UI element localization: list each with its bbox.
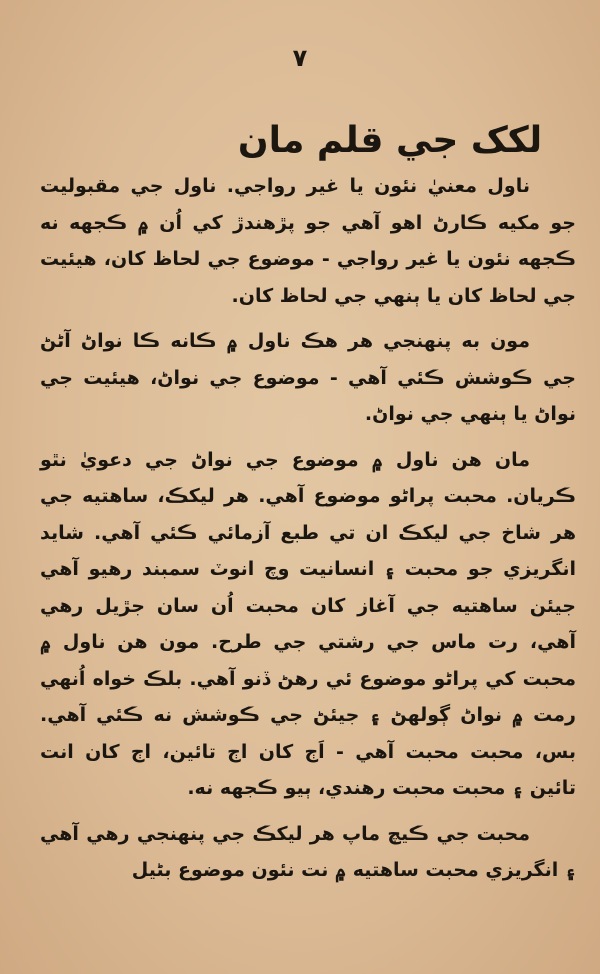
- paragraph: محبت جي ڪيچ ماپ هر ليکڪ جي پنهنجي رهي آهي ۽ انگريزي محبت ساهتيه ۾ نت نئون موضوع بڻيل: [40, 822, 576, 881]
- paragraph: ناول معنيٰ نئون يا غير رواجي. ناول جي مقبوليت جو مکيه ڪارڻ اهو آهي جو پڙهندڙ کي اُن ۾ ڪجهه نه ڪجهه نئون يا غير رواجي - موضوع جي لحاظ کان، هيئيت جي لحاظ کان يا ٻنهي جي لحاظ کان.: [40, 175, 576, 307]
- body-text: [40, 168, 576, 889]
- page-number: ٧: [292, 44, 308, 72]
- paragraph: مان هن ناول ۾ موضوع جي نواڻ جي دعويٰ نٿو ڪريان. محبت پراڻو موضوع آهي. هر ليکڪ، ساهتيه جي هر شاخ جي ليکڪ ان تي طبع آزمائي ڪئي آهي. شايد انگريزي جو محبت ۽ انسانيت وچ انوٽ سمبند رهيو آهي جيئن ساهتيه جي آغاز کان محبت اُن سان جڙيل رهي آهي، رت ماس جي رشتي جي طرح. مون هن ناول ۾ محبت کي پراڻو موضوع ئي رهڻ ڏنو آهي. بلڪ خواه اُنهي رمت ۾ نواڻ ڳولهڻ ۽ جيئڻ جي ڪوشش نه ڪئي آهي. بس، محبت محبت آهي - اَڄ کان اڄ تائين، اڄ کان انت تائين ۽ محبت محبت رهندي، ٻيو ڪجهه نه.: [40, 448, 576, 799]
- paragraph: مون به پنهنجي هر هڪ ناول ۾ ڪانه ڪا نواڻ آڻڻ جي ڪوشش ڪئي آهي - موضوع جي نواڻ، هيئيت جي نواڻ يا ٻنهي جي نواڻ.: [40, 330, 576, 425]
- chapter-heading: لکک جي قلم مان: [237, 120, 543, 161]
